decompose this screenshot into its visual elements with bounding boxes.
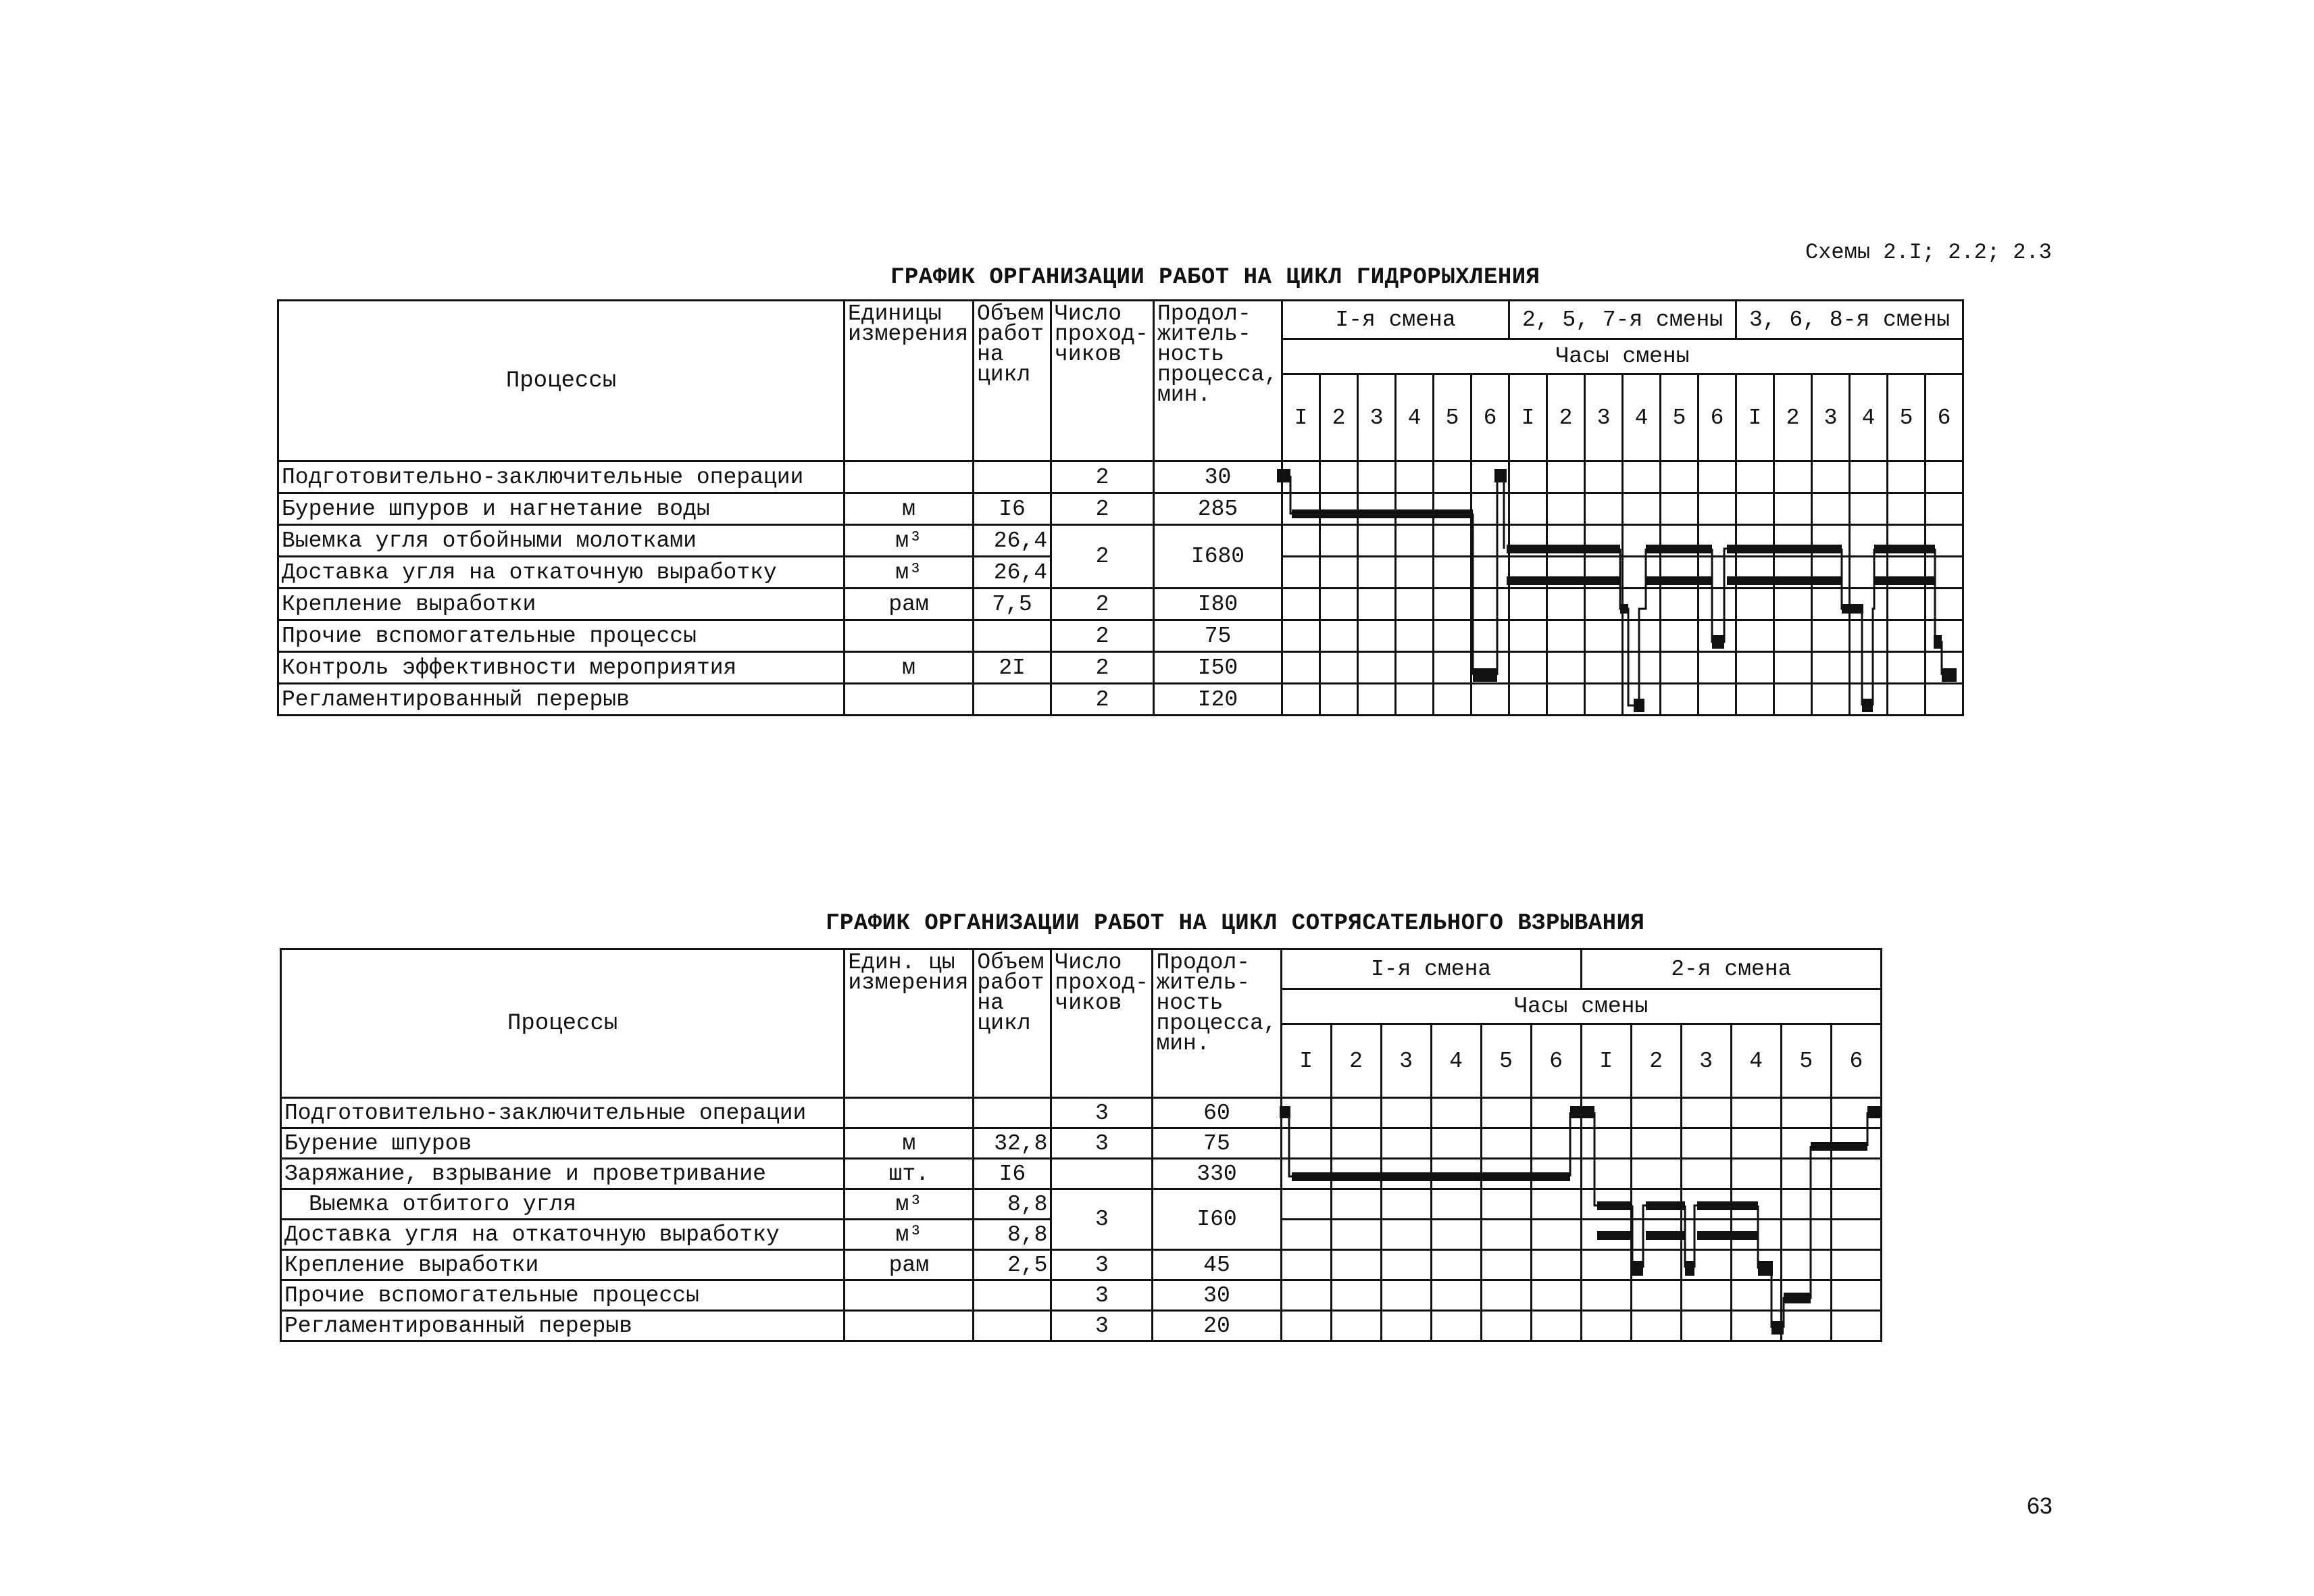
- unit-cell: [845, 620, 974, 652]
- unit-cell: м³: [845, 1220, 974, 1250]
- chart1-hour-label: 6: [1699, 374, 1736, 462]
- workers-cell: 3: [1051, 1250, 1153, 1280]
- workers-cell: 2: [1051, 684, 1154, 716]
- chart1-header-volume: Объем работ на цикл: [974, 301, 1051, 462]
- duration-cell: 75: [1154, 620, 1282, 652]
- duration-cell: 60: [1153, 1098, 1281, 1128]
- workers-cell: 3: [1051, 1280, 1153, 1311]
- workers-cell: 2: [1051, 493, 1154, 525]
- chart1-hour-label: 6: [1472, 374, 1509, 462]
- chart2-shift-group-2: 2-я смена: [1581, 949, 1881, 989]
- volume-cell: 7,5: [974, 589, 1051, 620]
- chart2-hours-label: Часы смены: [1281, 989, 1881, 1024]
- chart2-hour-label: 2: [1631, 1024, 1681, 1098]
- process-name: Контроль эффективности мероприятия: [278, 652, 845, 684]
- chart2-hour-label: 3: [1681, 1024, 1731, 1098]
- chart2-hour-label: 4: [1431, 1024, 1481, 1098]
- volume-cell: I6: [974, 493, 1051, 525]
- process-name: Регламентированный перерыв: [278, 684, 845, 716]
- volume-cell: [974, 462, 1051, 493]
- duration-cell: 330: [1153, 1159, 1281, 1189]
- chart1-hour-label: 4: [1396, 374, 1434, 462]
- chart2-header-process: Процессы: [281, 949, 845, 1098]
- workers-cell: 3: [1051, 1128, 1153, 1159]
- unit-cell: м³: [845, 557, 974, 589]
- chart2-hour-label: 4: [1731, 1024, 1781, 1098]
- chart2-table: [280, 948, 1882, 1342]
- chart1-hours-label: Часы смены: [1282, 339, 1963, 374]
- chart1-hour-label: 5: [1434, 374, 1472, 462]
- workers-cell: [1051, 1159, 1153, 1189]
- chart1-hour-label: 2: [1320, 374, 1358, 462]
- duration-cell: 30: [1153, 1280, 1281, 1311]
- unit-cell: м: [845, 493, 974, 525]
- chart1-hour-label: 3: [1812, 374, 1850, 462]
- unit-cell: рам: [845, 589, 974, 620]
- table-row: [281, 1311, 1882, 1341]
- volume-cell: 8,8: [974, 1220, 1051, 1250]
- chart1-shift-group-1: I-я смена: [1282, 301, 1509, 339]
- chart1-header-workers: Число проход-чиков: [1051, 301, 1154, 462]
- table-row: [278, 525, 1963, 557]
- table-row: [281, 1159, 1882, 1189]
- unit-cell: шт.: [845, 1159, 974, 1189]
- chart2-hour-label: I: [1281, 1024, 1331, 1098]
- volume-cell: I6: [974, 1159, 1051, 1189]
- chart1-hour-label: I: [1282, 374, 1320, 462]
- chart2-hour-label: 3: [1381, 1024, 1431, 1098]
- unit-cell: [845, 462, 974, 493]
- chart1-hour-label: 2: [1774, 374, 1812, 462]
- process-name: Регламентированный перерыв: [281, 1311, 845, 1341]
- duration-cell: I50: [1154, 652, 1282, 684]
- volume-cell: 2I: [974, 652, 1051, 684]
- volume-cell: [974, 684, 1051, 716]
- volume-cell: [974, 620, 1051, 652]
- table-row: [278, 620, 1963, 652]
- process-name: Крепление выработки: [278, 589, 845, 620]
- chart2-header-volume: Объем работ на цикл: [974, 949, 1051, 1098]
- duration-cell: I80: [1154, 589, 1282, 620]
- unit-cell: [845, 684, 974, 716]
- chart1-table: [277, 299, 1964, 716]
- duration-cell: 45: [1153, 1250, 1281, 1280]
- workers-cell: 3: [1051, 1189, 1153, 1250]
- volume-cell: [974, 1280, 1051, 1311]
- chart2-header-unit: Един. цы измерения: [845, 949, 974, 1098]
- chart2-hour-label: 6: [1831, 1024, 1881, 1098]
- process-name: Прочие вспомогательные процессы: [281, 1280, 845, 1311]
- workers-cell: 2: [1051, 525, 1154, 589]
- workers-cell: 2: [1051, 589, 1154, 620]
- process-name: Подготовительно-заключительные операции: [278, 462, 845, 493]
- chart2-title: ГРАФИК ОРГАНИЗАЦИИ РАБОТ НА ЦИКЛ СОТРЯСАТЕЛЬНОГО ВЗРЫВАНИЯ: [826, 911, 1645, 937]
- chart1-hour-label: 6: [1926, 374, 1963, 462]
- chart1-hour-label: I: [1509, 374, 1547, 462]
- chart1-header-process: Процессы: [278, 301, 845, 462]
- volume-cell: [974, 1311, 1051, 1341]
- table-row: [278, 652, 1963, 684]
- table-row: [281, 1098, 1882, 1128]
- table-row: [278, 493, 1963, 525]
- process-name: Выемка отбитого угля: [281, 1189, 845, 1220]
- chart1-hour-label: 3: [1358, 374, 1396, 462]
- chart2-hour-label: 2: [1331, 1024, 1381, 1098]
- chart2-hour-label: I: [1581, 1024, 1631, 1098]
- workers-cell: 2: [1051, 652, 1154, 684]
- workers-cell: 3: [1051, 1098, 1153, 1128]
- volume-cell: [974, 1098, 1051, 1128]
- unit-cell: м: [845, 1128, 974, 1159]
- volume-cell: 32,8: [974, 1128, 1051, 1159]
- unit-cell: м³: [845, 1189, 974, 1220]
- duration-cell: 75: [1153, 1128, 1281, 1159]
- process-name: Доставка угля на откаточную выработку: [278, 557, 845, 589]
- chart1-shift-group-2: 2, 5, 7-я смены: [1509, 301, 1736, 339]
- table-row: [278, 684, 1963, 716]
- chart1-hour-label: 4: [1623, 374, 1661, 462]
- process-name: Доставка угля на откаточную выработку: [281, 1220, 845, 1250]
- chart2-hour-label: 6: [1531, 1024, 1581, 1098]
- table-row: [278, 589, 1963, 620]
- process-name: Подготовительно-заключительные операции: [281, 1098, 845, 1128]
- table-row: [281, 1128, 1882, 1159]
- chart1-hour-label: 3: [1585, 374, 1623, 462]
- duration-cell: 20: [1153, 1311, 1281, 1341]
- chart1-hour-label: 2: [1547, 374, 1585, 462]
- chart1-shift-group-3: 3, 6, 8-я смены: [1736, 301, 1963, 339]
- duration-cell: I680: [1154, 525, 1282, 589]
- chart1-hour-label: 4: [1850, 374, 1888, 462]
- table-row: [281, 1280, 1882, 1311]
- unit-cell: м³: [845, 525, 974, 557]
- unit-cell: [845, 1311, 974, 1341]
- process-name: Выемка угля отбойными молотками: [278, 525, 845, 557]
- volume-cell: 26,4: [974, 557, 1051, 589]
- chart1-hour-label: 5: [1661, 374, 1699, 462]
- duration-cell: I60: [1153, 1189, 1281, 1250]
- table-row: [281, 1250, 1882, 1280]
- process-name: Заряжание, взрывание и проветривание: [281, 1159, 845, 1189]
- workers-cell: 2: [1051, 620, 1154, 652]
- process-name: Крепление выработки: [281, 1250, 845, 1280]
- unit-cell: м: [845, 652, 974, 684]
- volume-cell: 26,4: [974, 525, 1051, 557]
- chart1-hour-label: 5: [1888, 374, 1926, 462]
- process-name: Прочие вспомогательные процессы: [278, 620, 845, 652]
- table-row: [281, 1189, 1882, 1220]
- chart1-hour-label: I: [1736, 374, 1774, 462]
- workers-cell: 3: [1051, 1311, 1153, 1341]
- volume-cell: 8,8: [974, 1189, 1051, 1220]
- chart1-header-duration: Продол-житель-ность процесса, мин.: [1154, 301, 1282, 462]
- scheme-reference: Схемы 2.I; 2.2; 2.3: [1805, 240, 2052, 265]
- process-name: Бурение шпуров: [281, 1128, 845, 1159]
- chart1-title: ГРАФИК ОРГАНИЗАЦИИ РАБОТ НА ЦИКЛ ГИДРОРЫХЛЕНИЯ: [890, 265, 1540, 291]
- duration-cell: I20: [1154, 684, 1282, 716]
- volume-cell: 2,5: [974, 1250, 1051, 1280]
- unit-cell: [845, 1280, 974, 1311]
- chart2-hour-label: 5: [1781, 1024, 1831, 1098]
- chart2-hour-label: 5: [1481, 1024, 1531, 1098]
- process-name: Бурение шпуров и нагнетание воды: [278, 493, 845, 525]
- workers-cell: 2: [1051, 462, 1154, 493]
- page-number: 63: [2027, 1493, 2053, 1519]
- chart1-header-unit: Единицы измерения: [845, 301, 974, 462]
- chart2-header-duration: Продол-житель-ность процесса, мин.: [1153, 949, 1281, 1098]
- unit-cell: [845, 1098, 974, 1128]
- duration-cell: 30: [1154, 462, 1282, 493]
- duration-cell: 285: [1154, 493, 1282, 525]
- unit-cell: рам: [845, 1250, 974, 1280]
- chart2-header-workers: Число проход-чиков: [1051, 949, 1153, 1098]
- table-row: [278, 462, 1963, 493]
- chart2-shift-group-1: I-я смена: [1281, 949, 1581, 989]
